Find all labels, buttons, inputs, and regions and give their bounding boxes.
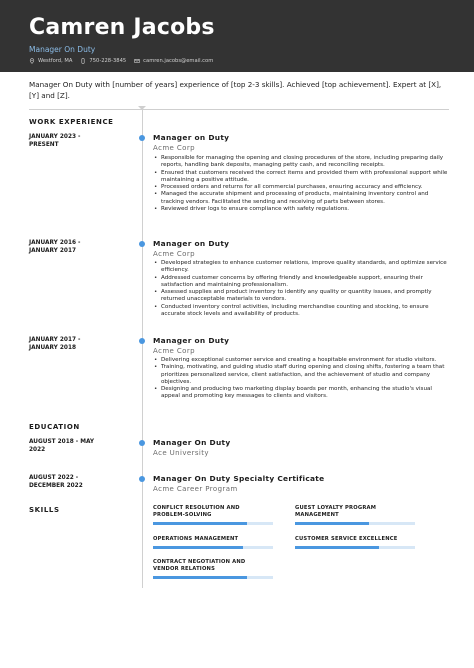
skill-name: CUSTOMER SERVICE EXCELLENCE	[295, 536, 398, 542]
skill-bar	[153, 576, 273, 579]
skill-bar	[153, 546, 273, 549]
skill-bar	[153, 522, 273, 525]
skill-bar	[295, 522, 415, 525]
summary-divider	[29, 109, 449, 110]
job-bullet: • Delivering exceptional customer service and creating a hospitable environment for studio visitors.	[153, 357, 449, 364]
job-title: Manager on Duty	[153, 336, 230, 345]
phone-item	[80, 58, 126, 64]
job-company: Acme Corp	[153, 250, 195, 258]
candidate-role: Manager On Duty	[29, 45, 96, 54]
timeline-dot	[139, 241, 145, 247]
candidate-name: Camren Jacobs	[29, 15, 215, 40]
phone-text: 750-228-3845	[89, 58, 127, 64]
summary-text: Manager On Duty with [number of years] experience of [top 2-3 skills]. Achieved [top achievement]. Expert at [X], [Y] and [Z].	[29, 80, 442, 100]
location-pin-icon	[29, 58, 35, 64]
location-item	[29, 58, 72, 64]
skill-item	[295, 536, 415, 549]
email-text[interactable]: camren.jacobs@email.com	[143, 58, 214, 64]
job-bullet: • Reviewed driver logs to ensure compliance with safety regulations.	[153, 206, 449, 213]
section-title-education: EDUCATION	[29, 423, 80, 431]
education-school: Acme Career Program	[153, 485, 238, 493]
job-bullets	[153, 155, 449, 213]
job-dates: JANUARY 2023 - PRESENT	[29, 134, 81, 148]
location-text: Westford, MA	[38, 58, 73, 64]
skill-level-fill	[295, 522, 369, 525]
email-item[interactable]	[134, 58, 213, 64]
education-title: Manager On Duty	[153, 438, 231, 447]
skill-item	[153, 559, 273, 579]
job-bullet: • Designing and producing two marketing display boards per month, enhancing the studio's visual appeal and promoting key messages to clients and visitors.	[153, 386, 449, 401]
education-title: Manager On Duty Specialty Certificate	[153, 474, 325, 483]
job-bullet: • Conducted inventory control activities, including merchandise counting and stocking, to ensure accurate stock levels and availability of products.	[153, 304, 449, 319]
skill-name: OPERATIONS MANAGEMENT	[153, 536, 239, 542]
job-bullet: • Processed orders and returns for all commercial purchases, ensuring accuracy and efficiency.	[153, 184, 449, 191]
job-bullet: • Ensured that customers received the correct items and provided them with professional support while maintaining a positive attitude.	[153, 170, 449, 185]
skill-item	[153, 536, 273, 549]
resume-header	[0, 0, 474, 72]
education-dates: AUGUST 2022 - DECEMBER 2022	[29, 475, 83, 489]
job-bullets	[153, 260, 449, 318]
timeline-line	[142, 110, 143, 588]
skill-level-fill	[295, 546, 379, 549]
timeline-dot	[139, 135, 145, 141]
skill-bar	[295, 546, 415, 549]
job-bullets	[153, 357, 449, 401]
skill-level-fill	[153, 522, 247, 525]
job-bullet: • Training, motivating, and guiding studio staff during opening and closing shifts, fostering a team that prioritizes personalized service, client satisfaction, and the achievement of studio and company objectives.	[153, 364, 449, 386]
timeline-dot	[139, 476, 145, 482]
email-icon	[134, 58, 140, 64]
phone-icon	[80, 58, 86, 64]
job-company: Acme Corp	[153, 144, 195, 152]
job-dates: JANUARY 2017 - JANUARY 2018	[29, 337, 81, 351]
skill-item	[295, 505, 415, 525]
job-bullet: • Assessed supplies and product inventory to identify any quality or quantity issues, and promptly returned unacceptable materials to vendors.	[153, 289, 449, 304]
job-title: Manager on Duty	[153, 239, 230, 248]
job-bullet: • Responsible for managing the opening and closing procedures of the store, including preparing daily reports, handling bank deposits, managing petty cash, and reconciling receipts.	[153, 155, 449, 170]
skill-level-fill	[153, 546, 243, 549]
timeline-dot	[139, 440, 145, 446]
skill-name: CONFLICT RESOLUTION AND PROBLEM-SOLVING	[153, 505, 240, 518]
education-dates: AUGUST 2018 - MAY 2022	[29, 439, 95, 453]
job-title: Manager on Duty	[153, 133, 230, 142]
job-bullet: • Developed strategies to enhance customer relations, improve quality standards, and optimize service efficiency.	[153, 260, 449, 275]
skill-name: CONTRACT NEGOTIATION AND VENDOR RELATIONS	[153, 559, 246, 572]
job-company: Acme Corp	[153, 347, 195, 355]
job-bullet: • Managed the accurate shipment and processing of products, maintaining inventory control and tracking vendors. Facilitated the sending and receiving of parts between stores.	[153, 191, 449, 206]
contact-info	[29, 58, 213, 64]
job-bullet: • Addressed customer concerns by offering friendly and knowledgeable support, ensuring their satisfaction and maintaining professionalism.	[153, 275, 449, 290]
job-dates: JANUARY 2016 - JANUARY 2017	[29, 240, 81, 254]
skill-name: GUEST LOYALTY PROGRAM MANAGEMENT	[295, 505, 377, 518]
timeline-dot	[139, 338, 145, 344]
section-title-skills: SKILLS	[29, 506, 60, 514]
skill-level-fill	[153, 576, 247, 579]
skill-item	[153, 505, 273, 525]
section-title-work: WORK EXPERIENCE	[29, 118, 114, 126]
education-school: Ace University	[153, 449, 209, 457]
